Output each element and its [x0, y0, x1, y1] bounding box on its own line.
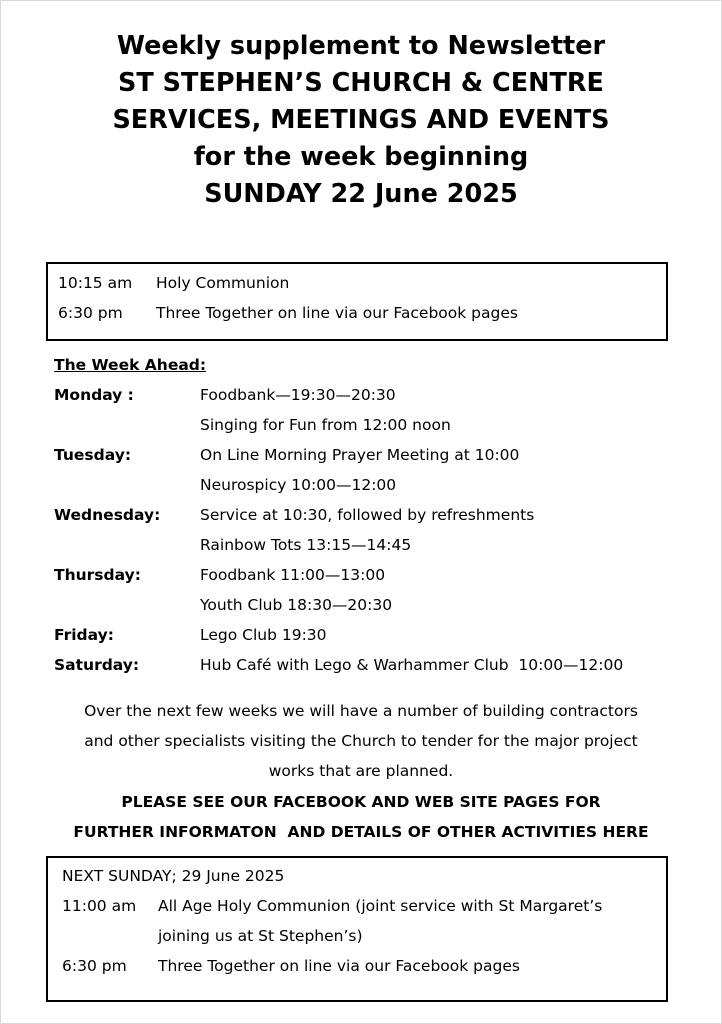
event-item: Foodbank 11:00—13:00 [200, 566, 386, 584]
page-title [0, 28, 722, 213]
service-event: Holy Communion [156, 274, 290, 292]
service-time: 6:30 pm [62, 957, 127, 975]
service-time: 11:00 am [62, 897, 137, 915]
paragraph-line: Over the next few weeks we will have a number of building contractors [84, 702, 638, 720]
title-line-3: SERVICES, MEETINGS AND EVENTS [112, 105, 610, 135]
contractors-paragraph [40, 696, 682, 786]
next-sunday-heading: NEXT SUNDAY; 29 June 2025 [62, 867, 285, 885]
facebook-notice [40, 787, 682, 847]
service-time: 6:30 pm [58, 304, 123, 322]
event-item: Foodbank—19:30—20:30 [200, 386, 396, 404]
paragraph-line: works that are planned. [268, 762, 454, 780]
event-item: Lego Club 19:30 [200, 626, 327, 644]
title-line-5: SUNDAY 22 June 2025 [204, 179, 518, 209]
service-event: All Age Holy Communion (joint service with St Margaret’s [158, 897, 603, 915]
day-label-saturday: Saturday: [54, 656, 140, 674]
event-item: Singing for Fun from 12:00 noon [200, 416, 451, 434]
service-time: 10:15 am [58, 274, 133, 292]
day-label-thursday: Thursday: [54, 566, 141, 584]
notice-line: PLEASE SEE OUR FACEBOOK AND WEB SITE PAGES FOR [121, 793, 601, 811]
day-label-tuesday: Tuesday: [54, 446, 132, 464]
title-line-2: ST STEPHEN’S CHURCH & CENTRE [118, 68, 604, 98]
event-item: Service at 10:30, followed by refreshments [200, 506, 535, 524]
title-line-4: for the week beginning [193, 142, 529, 172]
event-item: Rainbow Tots 13:15—14:45 [200, 536, 412, 554]
sunday-services-box [46, 262, 668, 341]
title-line-1: Weekly supplement to Newsletter [116, 31, 606, 61]
notice-line: FURTHER INFORMATON AND DETAILS OF OTHER ACTIVITIES HERE [73, 823, 649, 841]
service-event: Three Together on line via our Facebook pages [156, 304, 518, 322]
day-label-monday: Monday : [54, 386, 134, 404]
paragraph-line: and other specialists visiting the Church to tender for the major project [84, 732, 638, 750]
service-event: Three Together on line via our Facebook pages [158, 957, 520, 975]
event-item: Neurospicy 10:00—12:00 [200, 476, 397, 494]
service-event-continuation: joining us at St Stephen’s) [158, 927, 363, 945]
day-label-wednesday: Wednesday: [54, 506, 161, 524]
day-label-friday: Friday: [54, 626, 114, 644]
event-item: Youth Club 18:30—20:30 [200, 596, 393, 614]
event-item: On Line Morning Prayer Meeting at 10:00 [200, 446, 520, 464]
event-item: Hub Café with Lego & Warhammer Club 10:00—12:00 [200, 656, 624, 674]
week-ahead-heading: The Week Ahead: [54, 356, 207, 374]
